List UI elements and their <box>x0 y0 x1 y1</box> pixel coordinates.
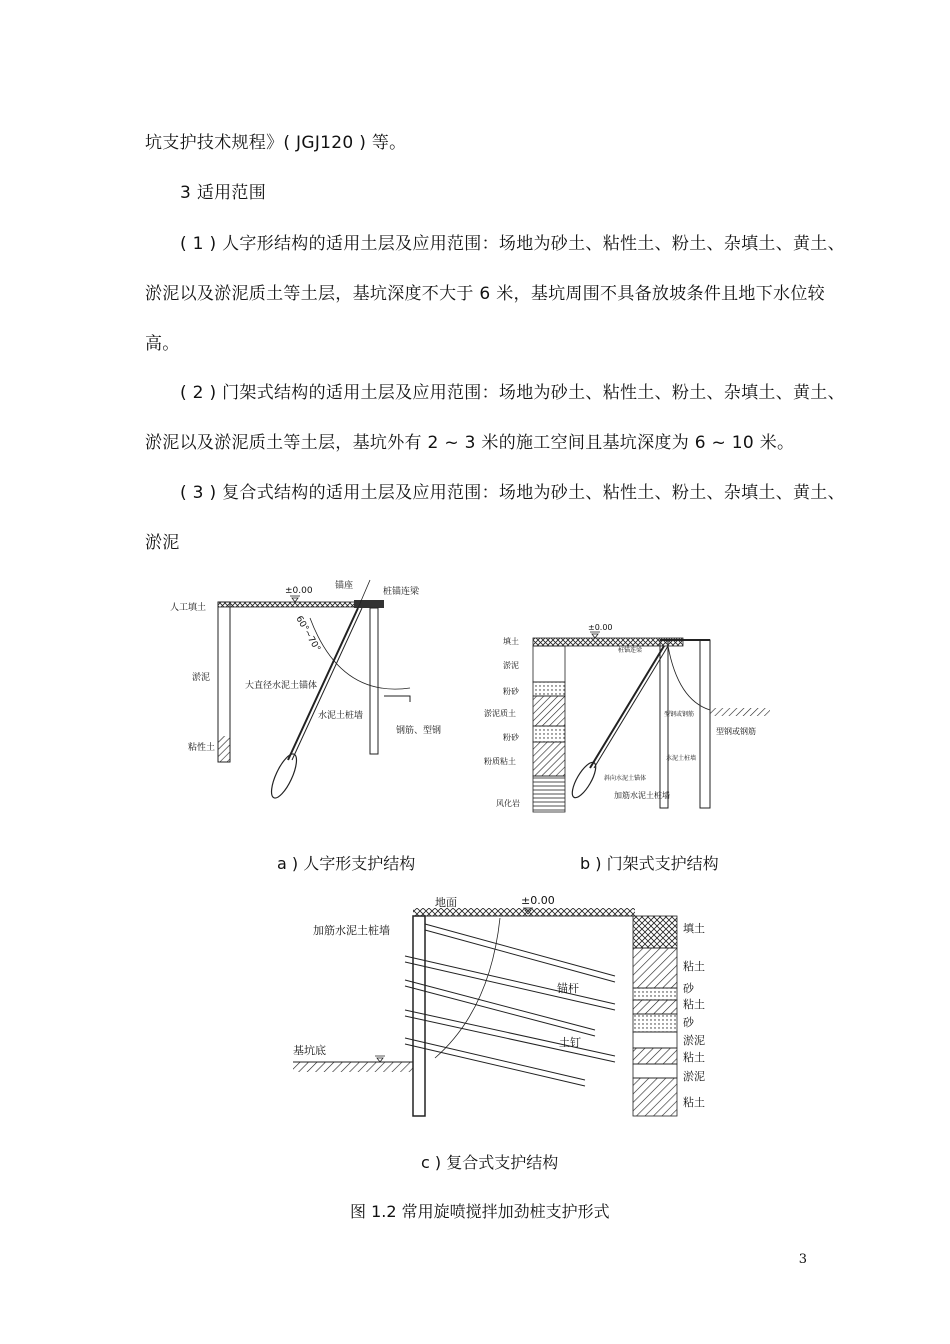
fig-b-level: ±0.00 <box>588 623 613 632</box>
fig-b-weathered: 风化岩 <box>496 799 520 808</box>
fig-b-silt-sand: 粉砂 <box>503 687 519 696</box>
fig-b-fill: 填土 <box>503 637 519 646</box>
body-line-3: ( 1 ) 人字形结构的适用土层及应用范围：场地为砂土、粘性土、粉土、杂填土、黄土、 <box>180 234 845 254</box>
figure-title: 图 1.2 常用旋喷搅拌加劲桩支护形式 <box>350 1202 610 1221</box>
fig-b-silty-soil: 淤泥质土 <box>484 709 516 718</box>
fig-c-layer-silt-2: 淤泥 <box>683 1070 705 1083</box>
fig-b-silt: 淤泥 <box>503 661 519 670</box>
fig-c-layer-clay-2: 粘土 <box>683 998 705 1011</box>
figure-b-diagram <box>478 620 778 830</box>
fig-a-pile-beam: 桩锚连梁 <box>383 587 420 597</box>
body-line-5: 高。 <box>145 334 180 354</box>
fig-c-wall: 加筋水泥土桩墙 <box>313 924 390 937</box>
page-number: 3 <box>798 1252 807 1267</box>
fig-c-nail: 土钉 <box>559 1036 581 1049</box>
fig-c-pit-bottom: 基坑底 <box>293 1044 326 1057</box>
body-line-1: 坑支护技术规程》( JGJ120 ) 等。 <box>145 133 407 153</box>
fig-c-layer-silt-1: 淤泥 <box>683 1034 705 1047</box>
body-line-6: ( 2 ) 门架式结构的适用土层及应用范围：场地为砂土、粘性土、粉土、杂填土、黄土、 <box>180 383 845 403</box>
fig-a-anchor-body: 大直径水泥土锚体 <box>245 681 318 691</box>
body-line-8: ( 3 ) 复合式结构的适用土层及应用范围：场地为砂土、粘性土、粉土、杂填土、黄土、 <box>180 483 845 503</box>
fig-b-steel-beam: 型钢或钢筋 <box>664 711 695 718</box>
fig-c-layer-clay-3: 粘土 <box>683 1051 705 1064</box>
fig-c-layer-clay-4: 粘土 <box>683 1096 705 1109</box>
fig-b-cement-wall: 水泥土桩墙 <box>666 755 697 762</box>
fig-a-silt: 淤泥 <box>192 673 211 683</box>
body-line-7: 淤泥以及淤泥质土等土层，基坑外有 2 ~ 3 米的施工空间且基坑深度为 6 ~ 10 米。 <box>145 433 795 453</box>
section-heading: 3 适用范围 <box>180 183 267 203</box>
fig-b-steel: 型钢或钢筋 <box>716 727 756 736</box>
fig-a-angle: 60°~70° <box>293 614 322 654</box>
fig-b-silt-sand-2: 粉砂 <box>503 733 519 742</box>
fig-c-layer-fill: 填土 <box>683 922 705 935</box>
fig-c-level: ±0.00 <box>521 894 555 907</box>
fig-c-layer-sand-1: 砂 <box>683 982 694 995</box>
fig-b-silty-clay: 粉质粘土 <box>484 757 516 766</box>
fig-b-inclined: 斜向水泥土锚体 <box>604 775 647 782</box>
fig-a-clay: 粘性土 <box>188 743 216 753</box>
figure-a-caption: a ) 人字形支护结构 <box>277 854 416 873</box>
figure-c-caption: c ) 复合式支护结构 <box>421 1153 559 1172</box>
fig-c-ground: 地面 <box>435 896 457 909</box>
figure-b-caption: b ) 门架式支护结构 <box>580 854 719 873</box>
fig-a-fill: 人工填土 <box>170 603 207 613</box>
fig-b-beam: 桩锚连梁 <box>618 647 643 654</box>
figure-c-diagram <box>285 890 715 1125</box>
fig-b-reinforced-wall: 加筋水泥土桩墙 <box>614 791 670 800</box>
fig-a-rebar: 钢筋、型钢 <box>396 726 442 736</box>
fig-a-level: ±0.00 <box>285 586 313 596</box>
figure-a-diagram <box>170 578 460 803</box>
fig-a-anchor-seat: 锚座 <box>335 581 354 591</box>
fig-c-layer-clay-1: 粘土 <box>683 960 705 973</box>
body-line-4: 淤泥以及淤泥质土等土层，基坑深度不大于 6 米，基坑周围不具备放坡条件且地下水位较 <box>145 284 825 304</box>
fig-c-anchor: 锚杆 <box>557 982 579 995</box>
body-line-9: 淤泥 <box>145 533 180 553</box>
fig-c-layer-sand-2: 砂 <box>683 1016 694 1029</box>
fig-a-cement-wall: 水泥土桩墙 <box>318 711 364 721</box>
